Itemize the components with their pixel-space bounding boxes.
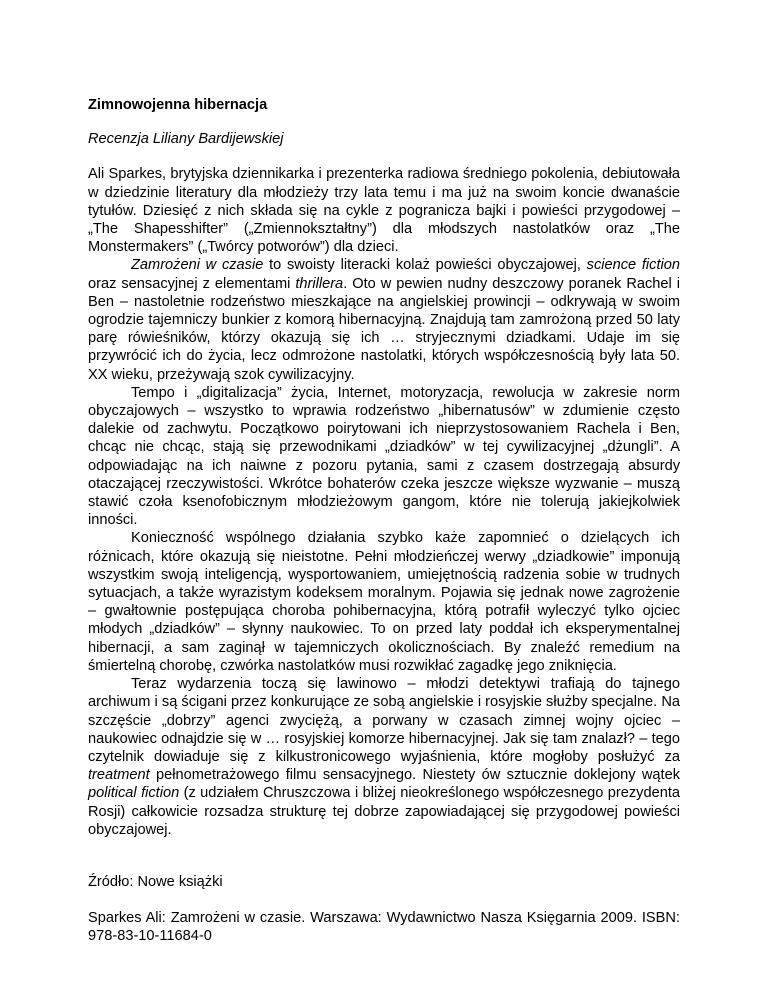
paragraph-text: to swoisty literacki kolaż powieści obyczajowej,: [263, 257, 587, 274]
paragraph: [88, 165, 680, 256]
term-italic: treatment: [88, 767, 150, 784]
paragraph-text: Teraz wydarzenia toczą się lawinowo – młodzi detektywi trafiają do tajnego archiwum i są ścigani przez konkurujące ze sobą angielskie i rosyjskie służby specjalne. Na szczęście „dobrzy” agenci zwyciężą, a porwany w czasach zimnej wojny ojciec – naukowiec odnajdzie się w … rosyjskiej komorze hibernacyjnej. Jak się tam znalazł? – tego czytelnik dowiaduje się z kilkustronicowego wyjaśnienia, które mogłoby posłużyć za: [88, 676, 680, 765]
paragraph-text: (z udziałem Chruszczowa i bliżej nieokreślonego współczesnego prezydenta Rosji) całkowicie rozsadza strukturę tej dobrze zapowiadającej się przygodowej powieści obyczajowej.: [88, 785, 681, 838]
book-title-italic: Zamrożeni w czasie: [131, 257, 264, 274]
paragraph-text: Ali Sparkes, brytyjska dziennikarka i prezenterka radiowa średniego pokolenia, debiutowała w dziedzinie literatury dla młodzieży trzy lata temu i ma już na swoim koncie dwanaście tytułów. Dziesięć z nich składa się na cykle z pogranicza bajki i powieści przygodowej – „The Shapesshifter” („Zmiennokształtny”) dla młodszych nastolatków oraz „The Monstermakers” („Twórcy potworów”) dla dzieci.: [88, 166, 680, 256]
paragraph: [88, 529, 680, 675]
paragraph-text: Konieczność wspólnego działania szybko każe zapomnieć o dzielących ich różnicach, które okazują się nieistotne. Pełni młodzieńczej werwy „dziadkowie” imponują wszystkim swoją inteligencją, wysportowaniem, umiejętnością radzenia sobie w trudnych sytuacjach, a także wyrazistym kodeksem moralnym. Pojawia się jednak nowe zagrożenie – gwałtownie postępująca choroba pohibernacyjna, którą potrafił wyleczyć tylko ojciec młodych „dziadków” – słynny naukowiec. To on przed laty poddał ich eksperymentalnej hibernacji, a sam zaginął w tajemniczych okolicznościach. By znaleźć remedium na śmiertelną chorobę, czwórka nastolatków musi rozwikłać zagadkę jego zniknięcia.: [88, 530, 680, 674]
document-page: [88, 96, 680, 946]
paragraph-text: pełnometrażowego filmu sensacyjnego. Niestety ów sztucznie doklejony wątek: [149, 767, 680, 784]
paragraph-text: . Oto w pewien nudny deszczowy poranek Rachel i Ben – nastoletnie rodzeństwo mieszkające na angielskiej prowincji – odkrywają w swoim ogrodzie tajemniczy bunkier z komorą hibernacyjną. Znajdują tam zamrożoną przed 50 laty parę rówieśników, którzy okazują się ich … stryjecznymi dziadkami. Udaje im się przywrócić ich do życia, lecz odmrożone nastolatki, których współczesnością były lata 50. XX wieku, przeżywają szok cywilizacyjny.: [88, 275, 680, 383]
paragraph: [88, 384, 680, 530]
review-byline: Recenzja Liliany Bardijewskiej: [88, 131, 284, 148]
genre-italic: thrillera: [295, 275, 344, 292]
bibliographic-citation: Sparkes Ali: Zamrożeni w czasie. Warszawa: Wydawnictwo Nasza Księgarnia 2009. ISBN: 978-83-10-11684-0: [88, 910, 680, 945]
genre-italic: science fiction: [586, 257, 680, 274]
document-title: Zimnowojenna hibernacja: [88, 97, 268, 113]
paragraph-text: Tempo i „digitalizacja” życia, Internet, motoryzacja, rewolucja w zakresie norm obyczajowych – wszystko to wprawia rodzeństwo „hibernatusów” w zdumienie często dalekie od zachwytu. Początkowo poirytowani ich nieprzystosowaniem Rachela i Ben, chcąc nie chcąc, stają się przewodnikami „dziadków” w tej cywilizacyjnej „dżungli”. A odpowiadając na ich naiwne z pozoru pytania, sami z czasem dostrzegają absurdy otaczającej rzeczywistości. Wkrótce bohaterów czeka jeszcze większe wyzwanie – muszą stawić czoła ksenofobicznym młodzieżowym gangom, które nie tolerują jakiejkolwiek inności.: [88, 384, 680, 529]
paragraph: [88, 675, 680, 839]
paragraph-text: oraz sensacyjnej z elementami: [88, 275, 296, 292]
source-line: Źródło: Nowe książki: [88, 873, 223, 890]
review-body: [88, 165, 680, 839]
genre-italic: political fiction: [88, 785, 180, 802]
paragraph: [88, 256, 680, 383]
